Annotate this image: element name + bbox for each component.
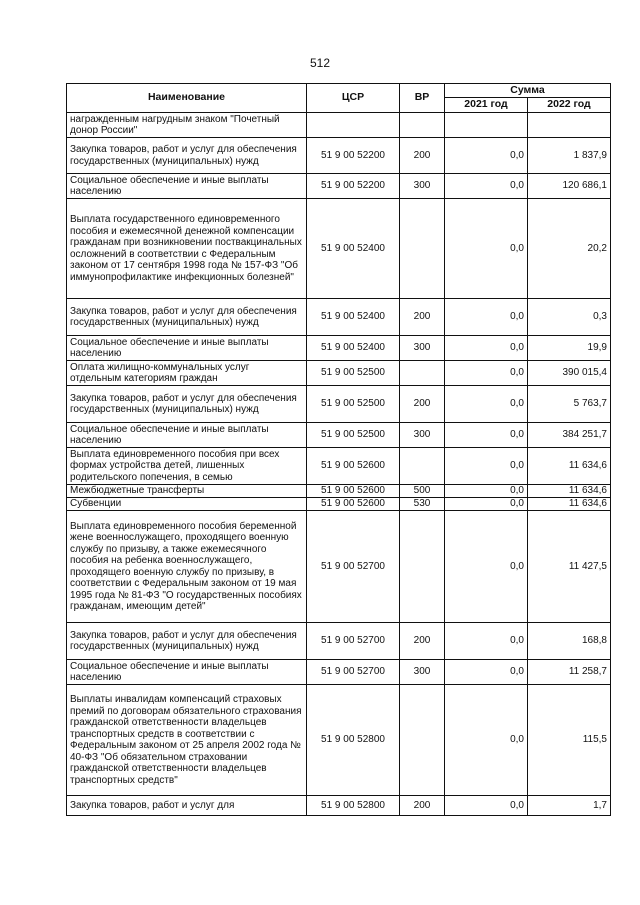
table-row [67,685,611,796]
row-2021: 0,0 [445,199,528,299]
row-csr: 51 9 00 52600 [307,448,400,485]
table-row [67,423,611,448]
row-csr: 51 9 00 52700 [307,511,400,623]
row-csr: 51 9 00 52800 [307,796,400,816]
table-row [67,138,611,174]
table-row [67,485,611,498]
row-2021: 0,0 [445,796,528,816]
table-row [67,299,611,336]
table-row [67,336,611,361]
row-name: Выплата государственного единовременного пособия и ежемесячной денежной компенсации гражданам при возникновении поствакцинальных осложнений в соответствии с Федеральным законом от 17 сентября 1998 года № 157-ФЗ "Об иммунопрофилактике инфекционных болезней" [67,199,307,299]
row-2022: 115,5 [528,685,611,796]
row-2022: 11 634,6 [528,485,611,498]
row-name: Закупка товаров, работ и услуг для обеспечения государственных (муниципальных) нужд [67,623,307,660]
row-vr: 200 [400,623,445,660]
row-2021: 0,0 [445,485,528,498]
row-name: Закупка товаров, работ и услуг для обеспечения государственных (муниципальных) нужд [67,299,307,336]
table-row [67,361,611,386]
table-row [67,511,611,623]
row-2021: 0,0 [445,361,528,386]
row-name: награжденным нагрудным знаком "Почетный донор России" [67,113,307,138]
row-vr: 530 [400,498,445,511]
row-2021 [445,113,528,138]
row-name: Выплата единовременного пособия беременной жене военнослужащего, проходящего военную службу по призыву, а также ежемесячного пособия на ребенка военнослужащего, проходящего военную службу по призыву, в соответствии с Федеральным законом от 19 мая 1995 года № 81-ФЗ "О государственных пособиях гражданам, имеющим детей" [67,511,307,623]
row-name: Социальное обеспечение и иные выплаты населению [67,336,307,361]
row-2022: 390 015,4 [528,361,611,386]
row-2021: 0,0 [445,448,528,485]
row-vr [400,511,445,623]
row-csr: 51 9 00 52400 [307,299,400,336]
row-vr [400,113,445,138]
header-2021: 2021 год [445,98,528,113]
row-name: Закупка товаров, работ и услуг для [67,796,307,816]
row-2021: 0,0 [445,685,528,796]
table-row [67,796,611,816]
header-name: Наименование [67,84,307,113]
table-row [67,448,611,485]
row-2021: 0,0 [445,623,528,660]
row-2022: 384 251,7 [528,423,611,448]
row-vr [400,199,445,299]
row-2022: 11 258,7 [528,660,611,685]
row-2022: 120 686,1 [528,174,611,199]
table-row [67,113,611,138]
row-csr: 51 9 00 52500 [307,386,400,423]
row-name: Закупка товаров, работ и услуг для обеспечения государственных (муниципальных) нужд [67,386,307,423]
row-csr: 51 9 00 52200 [307,174,400,199]
row-csr: 51 9 00 52700 [307,660,400,685]
row-csr: 51 9 00 52500 [307,423,400,448]
row-csr: 51 9 00 52400 [307,199,400,299]
row-2021: 0,0 [445,299,528,336]
header-csr: ЦСР [307,84,400,113]
row-vr: 200 [400,299,445,336]
row-name: Социальное обеспечение и иные выплаты населению [67,174,307,199]
row-2022: 11 634,6 [528,498,611,511]
row-vr [400,448,445,485]
row-vr: 200 [400,796,445,816]
row-vr: 500 [400,485,445,498]
row-name: Субвенции [67,498,307,511]
row-2022: 0,3 [528,299,611,336]
row-csr: 51 9 00 52800 [307,685,400,796]
row-2022: 20,2 [528,199,611,299]
row-name: Выплата единовременного пособия при всех формах устройства детей, лишенных родительского попечения, в семью [67,448,307,485]
row-2022: 11 427,5 [528,511,611,623]
row-csr: 51 9 00 52700 [307,623,400,660]
row-vr [400,685,445,796]
row-vr: 200 [400,386,445,423]
row-2022: 168,8 [528,623,611,660]
row-vr: 300 [400,423,445,448]
table-row [67,199,611,299]
row-2022: 1 837,9 [528,138,611,174]
table-row [67,623,611,660]
row-2022 [528,113,611,138]
header-sum: Сумма [445,84,611,98]
table-row [67,660,611,685]
row-csr: 51 9 00 52200 [307,138,400,174]
budget-table [66,83,611,816]
table-row [67,498,611,511]
row-vr: 300 [400,174,445,199]
row-vr: 200 [400,138,445,174]
row-2021: 0,0 [445,423,528,448]
row-name: Социальное обеспечение и иные выплаты населению [67,660,307,685]
row-2021: 0,0 [445,660,528,685]
row-name: Закупка товаров, работ и услуг для обеспечения государственных (муниципальных) нужд [67,138,307,174]
row-2022: 1,7 [528,796,611,816]
row-vr [400,361,445,386]
row-vr: 300 [400,660,445,685]
header-2022: 2022 год [528,98,611,113]
row-csr [307,113,400,138]
row-csr: 51 9 00 52600 [307,498,400,511]
table-row [67,174,611,199]
row-name: Выплаты инвалидам компенсаций страховых премий по договорам обязательного страхования гражданской ответственности владельцев транспортных средств в соответствии с Федеральным законом от 25 апреля 2002 года № 40-ФЗ "Об обязательном страховании гражданской ответственности владельцев транспортных средств" [67,685,307,796]
row-csr: 51 9 00 52500 [307,361,400,386]
row-csr: 51 9 00 52600 [307,485,400,498]
row-2021: 0,0 [445,336,528,361]
header-vr: ВР [400,84,445,113]
page-number: 512 [309,56,331,70]
row-2021: 0,0 [445,386,528,423]
row-2022: 5 763,7 [528,386,611,423]
row-2021: 0,0 [445,511,528,623]
row-name: Оплата жилищно-коммунальных услуг отдельным категориям граждан [67,361,307,386]
row-csr: 51 9 00 52400 [307,336,400,361]
row-vr: 300 [400,336,445,361]
row-2022: 19,9 [528,336,611,361]
row-2021: 0,0 [445,174,528,199]
table-row [67,386,611,423]
row-2022: 11 634,6 [528,448,611,485]
row-2021: 0,0 [445,498,528,511]
row-name: Социальное обеспечение и иные выплаты населению [67,423,307,448]
row-name: Межбюджетные трансферты [67,485,307,498]
row-2021: 0,0 [445,138,528,174]
